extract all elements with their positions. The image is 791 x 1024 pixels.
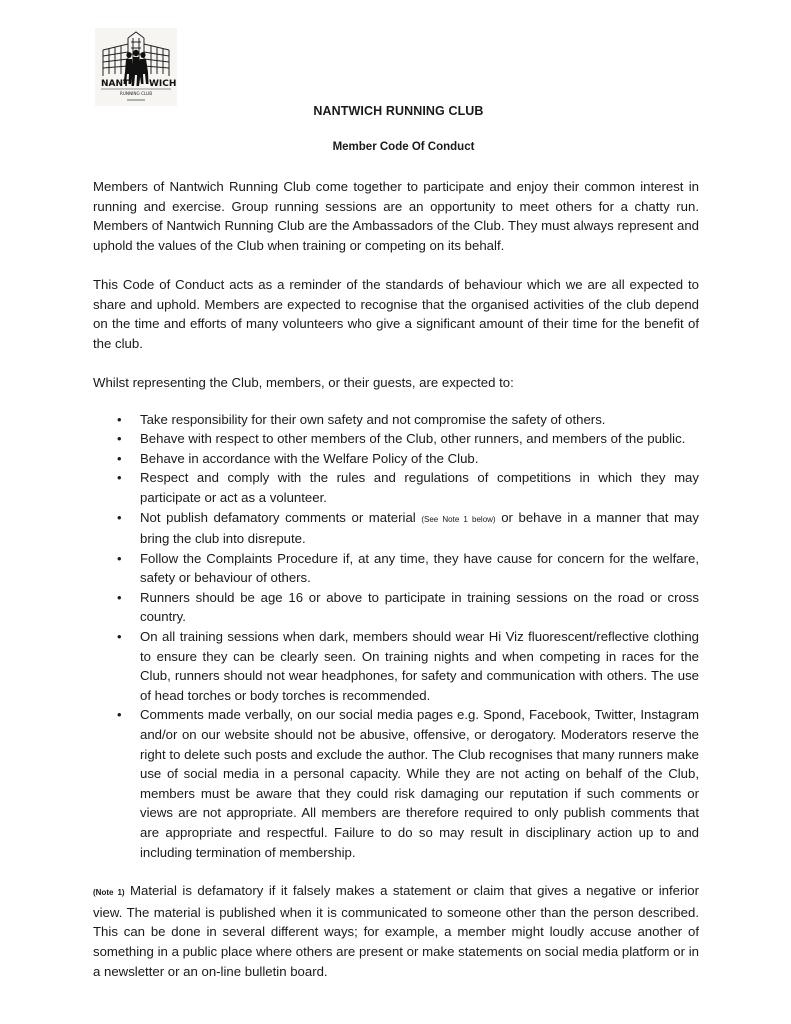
bullet-icon: • xyxy=(117,629,122,645)
rules-list xyxy=(93,410,699,863)
list-item xyxy=(93,429,699,449)
club-logo xyxy=(95,28,177,106)
rule-text: Not publish defamatory comments or material xyxy=(140,509,422,525)
rule-text: Take responsibility for their own safety and not compromise the safety of others. xyxy=(140,411,606,427)
bullet-icon: • xyxy=(117,707,122,723)
document-body xyxy=(93,177,699,981)
intro-paragraph-2: This Code of Conduct acts as a reminder of the standards of behaviour which we are all expected to share and uphold. Members are expected to recognise that the organised activities of the club depend on the time and efforts of many volunteers who give a significant amount of their time for the benefit of the club. xyxy=(93,276,699,351)
list-item xyxy=(93,549,699,588)
footnote xyxy=(93,881,699,981)
rule-text: Respect and comply with the rules and regulations of competitions in which they may participate or act as a volunteer. xyxy=(140,470,699,505)
intro-paragraph-1: Members of Nantwich Running Club come together to participate and enjoy their common interest in running and exercise. Group running sessions are an opportunity to meet others for a chatty run. Members of Nantwich Running Club are the Ambassadors of the Club. They must always represent and uphold the values of the Club when training or competing on its behalf. xyxy=(93,179,699,253)
document-title: NANTWICH RUNNING CLUB xyxy=(313,104,484,118)
bullet-icon: • xyxy=(117,470,122,486)
bullet-icon: • xyxy=(117,589,122,605)
rule-text: Behave with respect to other members of the Club, other runners, and members of the public. xyxy=(140,431,686,447)
list-item xyxy=(93,468,699,507)
rule-text: Runners should be age 16 or above to participate in training sessions on the road or cross country. xyxy=(140,589,699,625)
bullet-icon: • xyxy=(117,411,122,427)
bullet-icon: • xyxy=(117,450,122,466)
svg-text:WICH: WICH xyxy=(149,79,177,89)
nantwich-running-club-logo-icon xyxy=(95,28,177,106)
list-item xyxy=(93,410,699,430)
rule-text: Follow the Complaints Procedure if, at any time, they have cause for concern for the welfare, safety or behaviour of others. xyxy=(140,550,699,586)
list-item xyxy=(93,508,699,549)
svg-text:RUNNING CLUB: RUNNING CLUB xyxy=(119,91,153,96)
note-reference: (See Note 1 below) xyxy=(421,514,496,524)
rule-text: Comments made verbally, on our social media pages e.g. Spond, Facebook, Twitter, Instagram and/or on our website should not be abusive, offensive, or derogatory. Moderators reserve the right to delete such posts and exclude the author. The Club recognises that many runners make use of social media in a personal capacity. While they are not acting on behalf of the Club, members must be aware that they could risk damaging our reputation if such comments or views are not appropriate. All members are therefore required to only publish comments that are appropriate and respectful. Failure to do so may result in disciplinary action up to and including termination of membership. xyxy=(140,707,699,860)
list-item xyxy=(93,449,699,469)
rule-text: Behave in accordance with the Welfare Policy of the Club. xyxy=(140,450,479,466)
list-item xyxy=(93,588,699,627)
rule-text: or behave in a manner that may bring the club into disrepute. xyxy=(140,509,699,547)
svg-text:NANT: NANT xyxy=(101,79,130,89)
rule-text: On all training sessions when dark, members should wear Hi Viz fluorescent/reflective clothing to ensure they can be clearly seen. On training nights and when competing in races for the Club, runners should not wear headphones, for safety and communication with others. The use of head torches or body torches is recommended. xyxy=(140,629,699,703)
list-item xyxy=(93,627,699,705)
bullet-icon: • xyxy=(117,431,122,447)
footnote-text: Material is defamatory if it falsely makes a statement or claim that gives a negative or inferior view. The material is published when it is communicated to someone other than the person described. This can be done in several different ways; for example, a member might loudly accuse another of something in a public place where others are present or make statements on social media platform or in a newsletter or an on-line bulletin board. xyxy=(93,883,699,979)
footnote-label: (Note 1) xyxy=(93,888,125,898)
rules-lead-in: Whilst representing the Club, members, or their guests, are expected to: xyxy=(93,374,514,390)
document-subtitle: Member Code Of Conduct xyxy=(332,141,475,153)
bullet-icon: • xyxy=(117,550,122,566)
list-item xyxy=(93,705,699,862)
bullet-icon: • xyxy=(117,509,122,525)
